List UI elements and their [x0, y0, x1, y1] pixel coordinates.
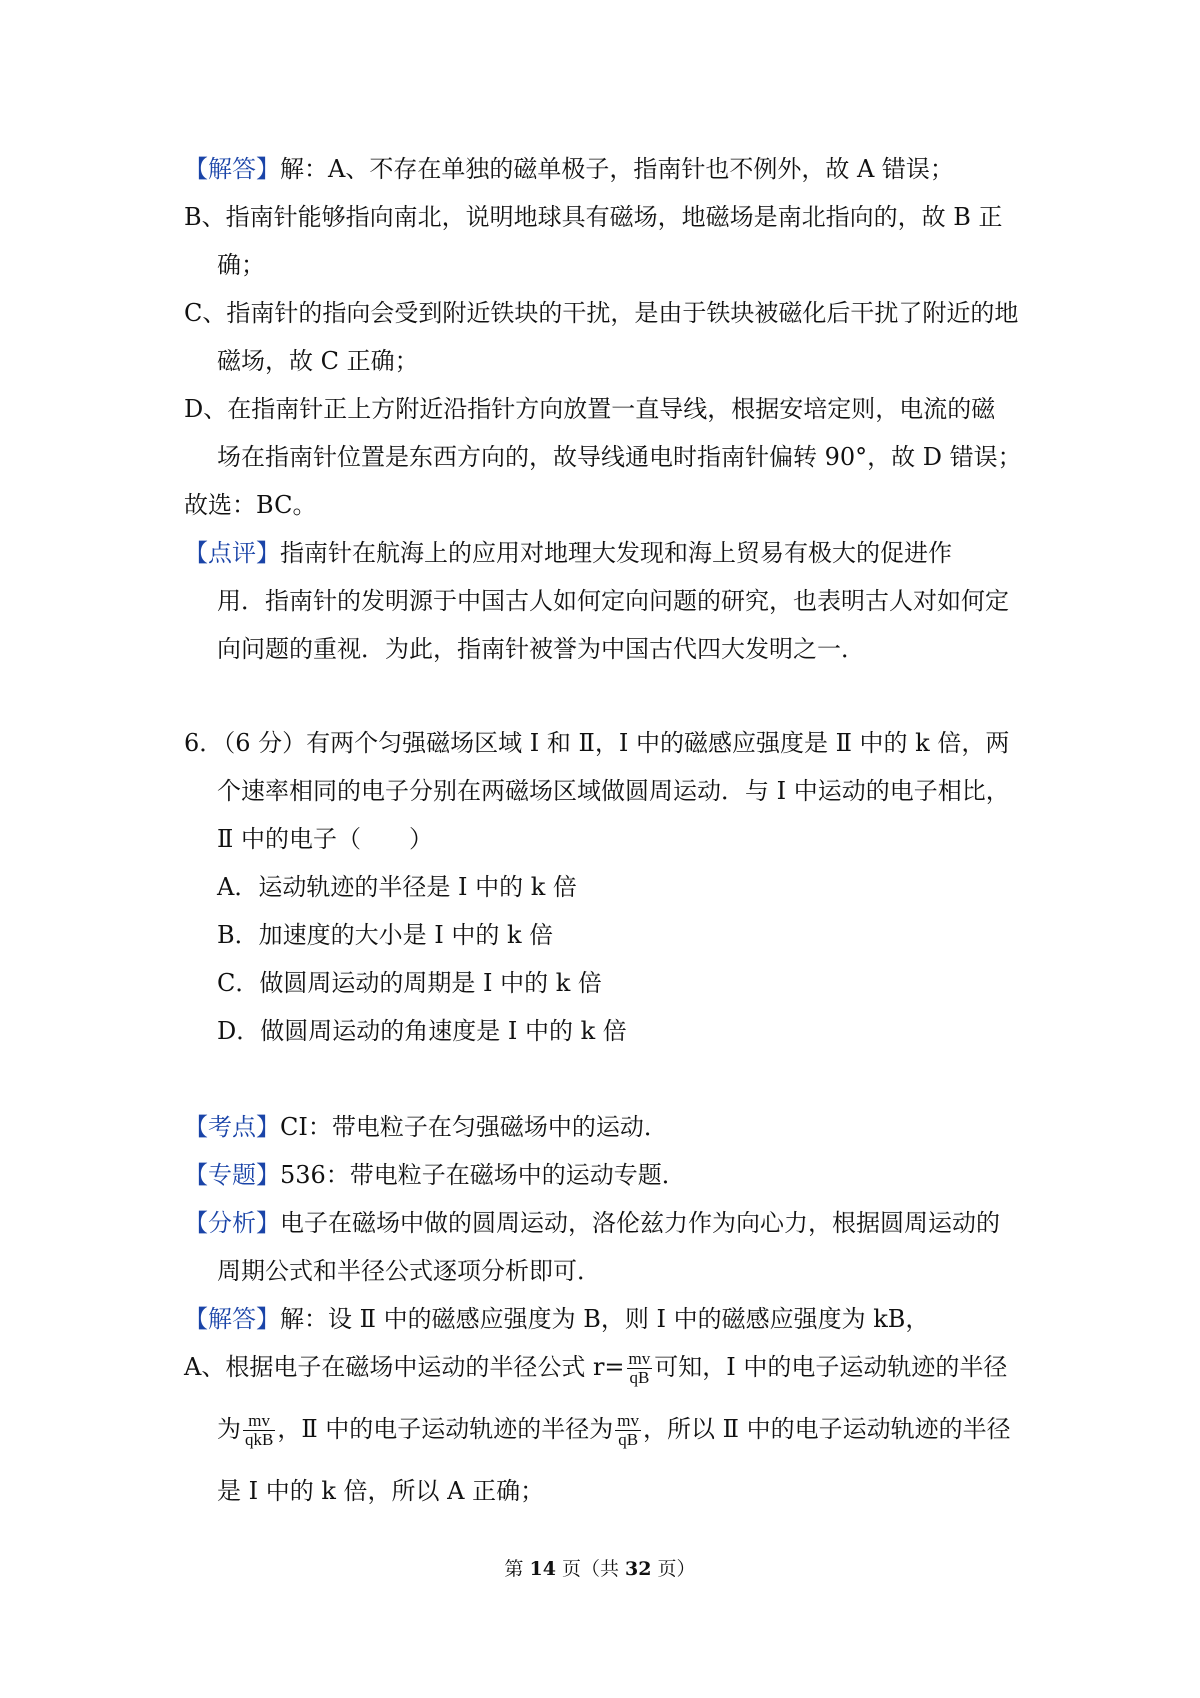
jieda-a-post: 可知，Ⅰ 中的电子运动轨迹的半径	[654, 1353, 1008, 1381]
jieda-b-post: ，所以 Ⅱ 中的电子运动轨迹的半径	[643, 1415, 1011, 1443]
option-a: A．运动轨迹的半径是 Ⅰ 中的 k 倍	[217, 873, 577, 901]
fenxi-tag: 【分析】	[184, 1209, 280, 1237]
answer-line-d: D、在指南针正上方附近沿指针方向放置一直导线，根据安培定则，电流的磁	[184, 395, 996, 423]
comment-line	[184, 536, 952, 570]
answer-tag: 【解答】	[184, 155, 280, 183]
page-number: 14	[529, 1558, 556, 1580]
fraction-denominator: qB	[618, 1430, 639, 1449]
fenxi-line-2: 周期公式和半径公式逐项分析即可．	[217, 1257, 601, 1285]
radius-fraction-2	[615, 1412, 641, 1449]
jieda-text: 解：设 Ⅱ 中的磁感应强度为 B，则 Ⅰ 中的磁感应强度为 kB，	[280, 1305, 930, 1333]
fraction-numerator: mv	[243, 1412, 275, 1431]
zhuanti-tag: 【专题】	[184, 1161, 280, 1189]
comment-text: 指南针在航海上的应用对地理大发现和海上贸易有极大的促进作	[280, 539, 952, 567]
fenxi-line	[184, 1206, 1000, 1240]
question-stem-2: 个速率相同的电子分别在两磁场区域做圆周运动．与 Ⅰ 中运动的电子相比，	[217, 777, 1010, 805]
fenxi-text: 电子在磁场中做的圆周运动，洛伦兹力作为向心力，根据圆周运动的	[280, 1209, 1000, 1237]
jieda-b-pre: 为	[217, 1415, 241, 1443]
fraction-denominator: qkB	[245, 1430, 274, 1449]
answer-line-c-cont: 磁场，故 C 正确；	[217, 347, 419, 375]
jieda-a-line	[184, 1350, 1007, 1387]
fraction-denominator: qB	[629, 1368, 650, 1387]
answer-line-b-cont: 确；	[217, 251, 265, 279]
zhuanti-line	[184, 1158, 686, 1192]
fraction-numerator: mv	[617, 1411, 640, 1430]
jieda-b-mid: ，Ⅱ 中的电子运动轨迹的半径为	[277, 1415, 614, 1443]
answer-line	[184, 152, 954, 186]
option-b: B．加速度的大小是 Ⅰ 中的 k 倍	[217, 921, 554, 949]
footer-post: 页）	[657, 1558, 696, 1580]
zhuanti-text: 536：带电粒子在磁场中的运动专题．	[280, 1161, 686, 1189]
answer-line-d-cont: 场在指南针位置是东西方向的，故导线通电时指南针偏转 90°，故 D 错误；	[217, 443, 1022, 471]
comment-line-3: 向问题的重视．为此，指南针被誉为中国古代四大发明之一．	[217, 635, 865, 663]
kaodian-tag: 【考点】	[184, 1113, 280, 1141]
footer-pre: 第	[504, 1558, 524, 1580]
answer-line-c: C、指南针的指向会受到附近铁块的干扰，是由于铁块被磁化后干扰了附近的地	[184, 299, 1019, 327]
answer-text: 解：A、不存在单独的磁单极子，指南针也不例外，故 A 错误；	[280, 155, 954, 183]
jieda-tag: 【解答】	[184, 1305, 280, 1333]
comment-line-2: 用．指南针的发明源于中国古人如何定向问题的研究，也表明古人对如何定	[217, 587, 1009, 615]
question-stem-3: Ⅱ 中的电子（ ）	[217, 825, 433, 853]
jieda-a-line-2	[217, 1412, 1011, 1449]
answer-line-b: B、指南针能够指向南北，说明地球具有磁场，地磁场是南北指向的，故 B 正	[184, 203, 1003, 231]
radius-fraction-1	[243, 1412, 275, 1449]
jieda-line	[184, 1302, 929, 1336]
option-d: D．做圆周运动的角速度是 Ⅰ 中的 k 倍	[217, 1017, 627, 1045]
kaodian-text: CI：带电粒子在匀强磁场中的运动．	[280, 1113, 668, 1141]
answer-choice: 故选：BC。	[184, 491, 317, 519]
page-footer	[0, 1556, 1200, 1582]
fraction-numerator: mv	[628, 1349, 651, 1368]
radius-fraction	[627, 1350, 653, 1387]
footer-mid: 页（共	[561, 1558, 619, 1580]
question-stem-1: 6．（6 分）有两个匀强磁场区域 Ⅰ 和 Ⅱ，Ⅰ 中的磁感应强度是 Ⅱ 中的 k 倍，两	[184, 729, 1010, 757]
jieda-a-pre: A、根据电子在磁场中运动的半径公式 r=	[184, 1353, 625, 1381]
kaodian-line	[184, 1110, 668, 1144]
jieda-a-line-3: 是 Ⅰ 中的 k 倍，所以 A 正确；	[217, 1477, 545, 1505]
total-pages: 32	[625, 1558, 652, 1580]
comment-tag: 【点评】	[184, 539, 280, 567]
option-c: C．做圆周运动的周期是 Ⅰ 中的 k 倍	[217, 969, 602, 997]
